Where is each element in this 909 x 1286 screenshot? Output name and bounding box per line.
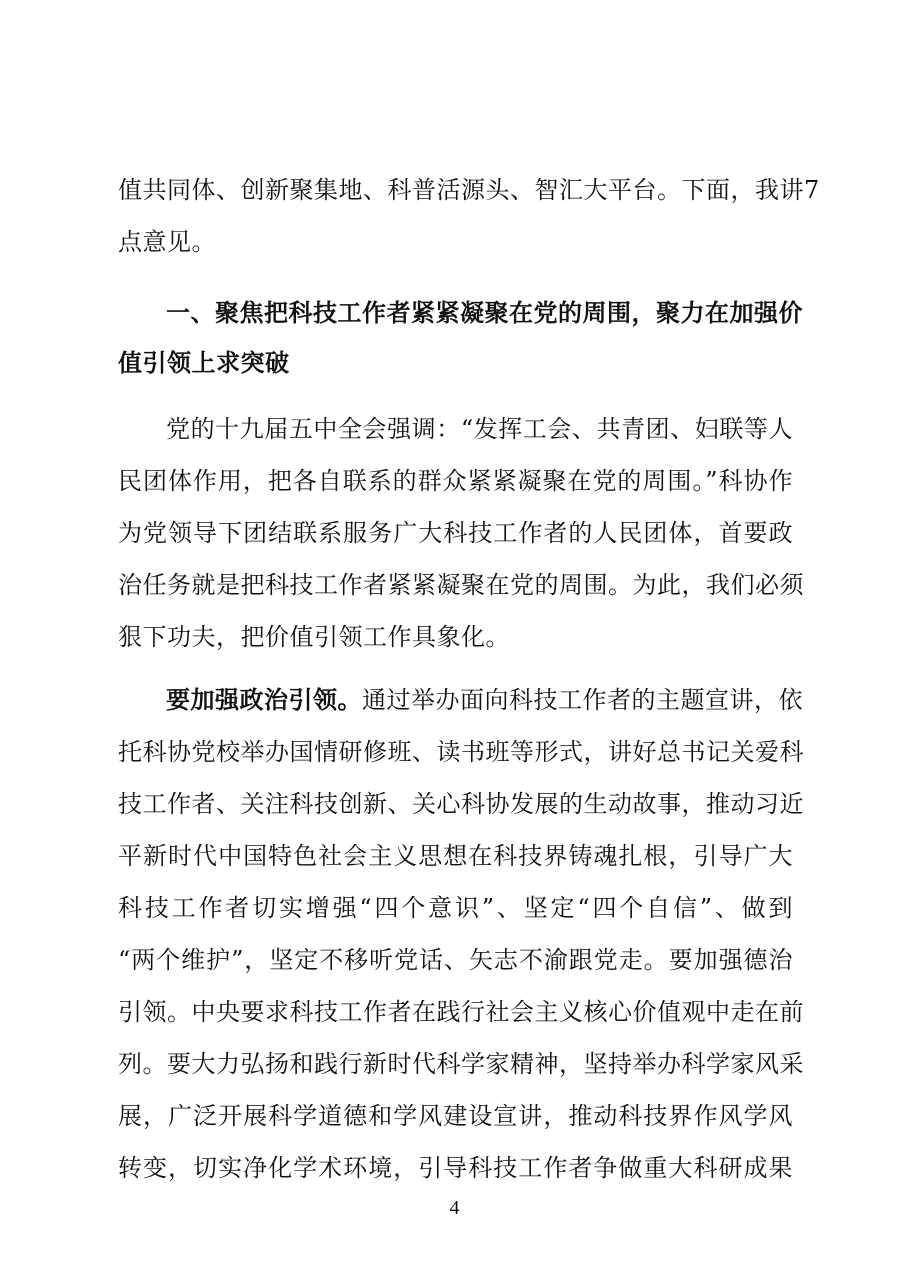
- body-text-line: “两个维护”，坚定不移听党话、矢志不渝跟党走。要加强德治: [118, 946, 793, 974]
- body-text-line: 值共同体、创新聚集地、科普活源头、智汇大平台。下面，我讲7: [118, 176, 820, 204]
- body-text-line: 治任务就是把科技工作者紧紧凝聚在党的周围。为此，我们必须: [118, 571, 804, 599]
- body-text-line: 展，广泛开展科学道德和学风建设宣讲，推动科技界作风学风: [118, 1102, 793, 1130]
- paragraph-first-line: [166, 682, 803, 718]
- body-text-line: 点意见。: [118, 228, 216, 256]
- body-text-line: 引领。中央要求科技工作者在践行社会主义核心价值观中走在前: [118, 998, 804, 1026]
- body-text-line: 平新时代中国特色社会主义思想在科技界铸魂扎根，引导广大: [118, 842, 793, 870]
- body-text-line: 民团体作用，把各自联系的群众紧紧凝聚在党的周围。”科协作: [118, 467, 793, 495]
- body-text-line: 技工作者、关注科技创新、关心科协发展的生动故事，推动习近: [118, 790, 804, 818]
- section-heading-line: 值引领上求突破: [118, 349, 290, 377]
- paragraph-lead-bold: 要加强政治引领。: [166, 686, 362, 714]
- section-heading-line: 一、聚焦把科技工作者紧紧凝聚在党的周围，聚力在加强价: [166, 299, 803, 327]
- page-number: 4: [449, 1197, 460, 1219]
- paragraph-lead-rest: 通过举办面向科技工作者的主题宣讲，依: [362, 686, 803, 714]
- body-text-line: 转变，切实净化学术环境，引导科技工作者争做重大科研成果: [118, 1154, 793, 1182]
- body-text-line: 为党领导下团结联系服务广大科技工作者的人民团体，首要政: [118, 519, 793, 547]
- body-text-line: 狠下功夫，把价值引领工作具象化。: [118, 623, 510, 651]
- body-text-line: 列。要大力弘扬和践行新时代科学家精神，坚持举办科学家风采: [118, 1050, 804, 1078]
- body-text-line: 党的十九届五中全会强调：“发挥工会、共青团、妇联等人: [166, 415, 793, 443]
- body-text-line: 科技工作者切实增强“四个意识”、坚定“四个自信”、做到: [118, 894, 793, 922]
- body-text-line: 托科协党校举办国情研修班、读书班等形式，讲好总书记关爱科: [118, 738, 804, 766]
